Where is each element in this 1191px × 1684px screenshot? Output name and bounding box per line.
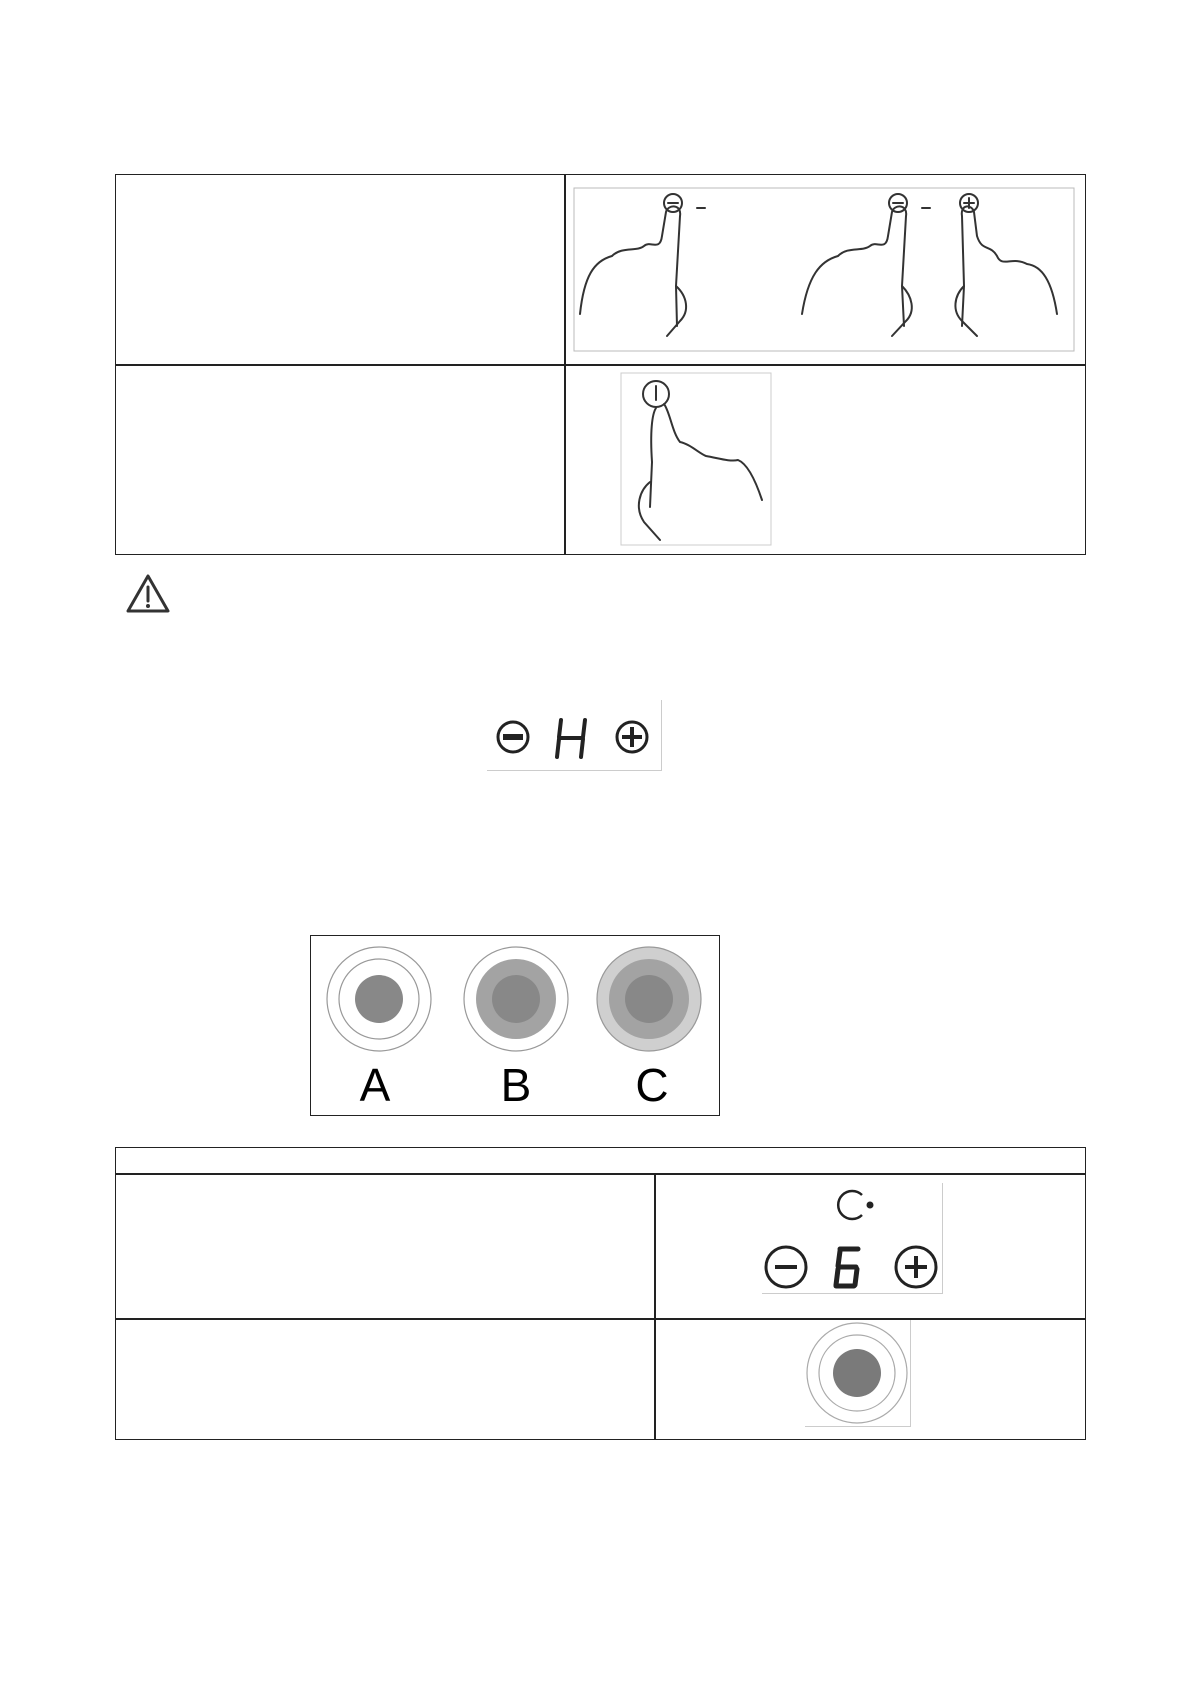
minus-button-icon: [498, 722, 528, 752]
display-digit-hold: [487, 700, 488, 701]
table2-row-divider: [115, 1318, 1086, 1320]
table1-divider-horizontal: [115, 364, 1086, 366]
control-display-hold: [487, 700, 662, 771]
minus-button-icon: [766, 1247, 806, 1287]
seven-segment-digit: [836, 1249, 858, 1286]
display-digit-level: [762, 1183, 763, 1184]
finger-gesture-icon: [620, 372, 772, 547]
timer-icon: [838, 1191, 873, 1219]
finger-gesture-icon: [572, 186, 1077, 354]
zone-b-icon: [462, 945, 570, 1053]
plus-button-icon: [896, 1247, 936, 1287]
gesture-press-power-illustration: [620, 372, 772, 547]
zone-label-c: C: [635, 1059, 669, 1111]
zone-a-icon: [325, 945, 433, 1053]
cooking-zone-icon: [805, 1320, 911, 1427]
warning-icon: [125, 573, 171, 615]
plus-button-icon: [617, 722, 647, 752]
zone-c-icon: [595, 945, 703, 1053]
seven-segment-digit: [557, 720, 585, 757]
gesture-press-minus-and-plus-illustration: [572, 186, 1077, 354]
zone-label-a: A: [359, 1059, 391, 1111]
table2-divider-vertical: [654, 1173, 656, 1440]
zone-label-b: B: [500, 1059, 532, 1111]
table2-header-divider: [115, 1173, 1086, 1175]
timer-display-illustration: [762, 1183, 943, 1294]
